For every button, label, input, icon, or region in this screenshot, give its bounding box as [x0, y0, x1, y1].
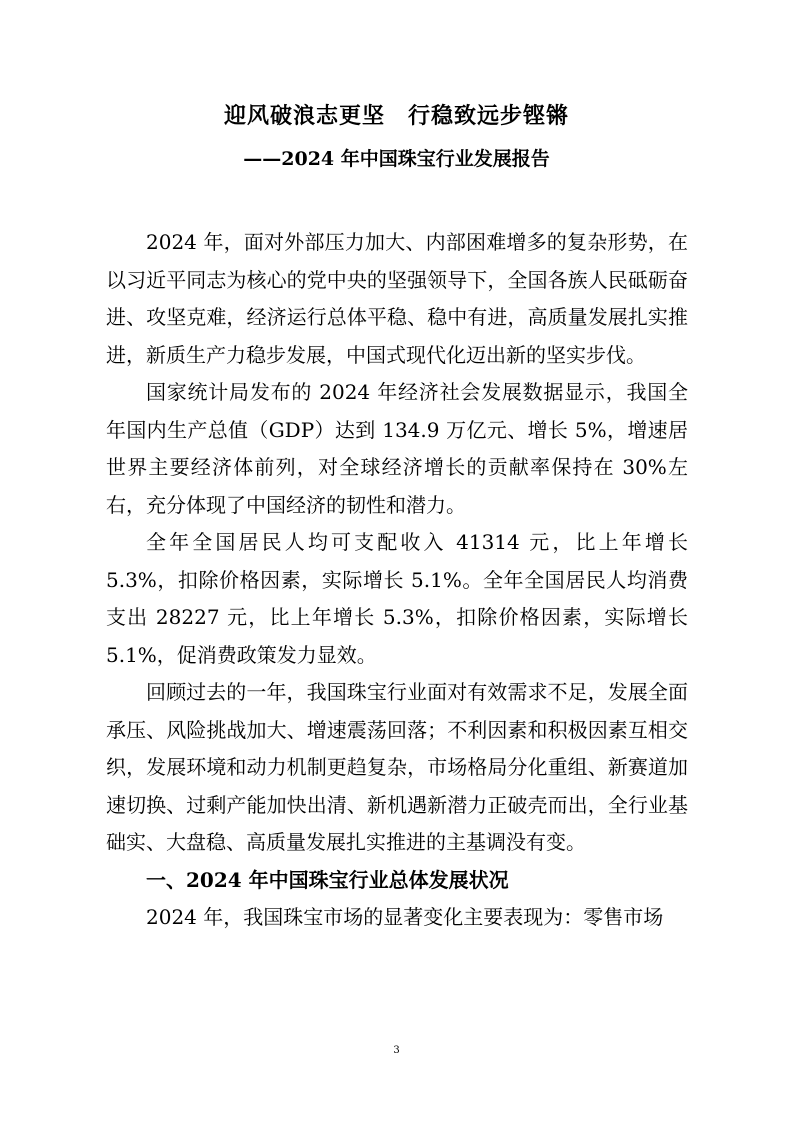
page-number: 3 [393, 1045, 400, 1056]
body-paragraph: 国家统计局发布的 2024 年经济社会发展数据显示，我国全年国内生产总值（GDP）达到 134.9 万亿元、增长 5%，增速居世界主要经济体前列，对全球经济增长的贡献率保持在 30%左右，充分体现了中国经济的韧性和潜力。 [106, 380, 688, 517]
document-title: 迎风破浪志更坚 行稳致远步铿锵 [223, 103, 569, 129]
body-paragraph: 2024 年，面对外部压力加大、内部困难增多的复杂形势，在以习近平同志为核心的党中央的坚强领导下，全国各族人民砥砺奋进、攻坚克难，经济运行总体平稳、稳中有进，高质量发展扎实推进，新质生产力稳步发展，中国式现代化迈出新的坚实步伐。 [106, 230, 688, 367]
document-subtitle: ——2024 年中国珠宝行业发展报告 [243, 148, 550, 170]
section-heading: 一、2024 年中国珠宝行业总体发展状况 [146, 867, 509, 892]
document-body [106, 224, 688, 937]
body-paragraph: 全年全国居民人均可支配收入 41314 元，比上年增长 5.3%，扣除价格因素，实际增长 5.1%。全年全国居民人均消费支出 28227 元，比上年增长 5.3%，扣除价格因素，实际增长 5.1%，促消费政策发力显效。 [106, 530, 688, 667]
section-paragraph: 2024 年，我国珠宝市场的显著变化主要表现为：零售市场 [146, 905, 664, 929]
body-paragraph: 回顾过去的一年，我国珠宝行业面对有效需求不足，发展全面承压、风险挑战加大、增速震荡回落；不利因素和积极因素互相交织，发展环境和动力机制更趋复杂，市场格局分化重组、新赛道加速切换、过剩产能加快出清、新机遇新潜力正破壳而出，全行业基础实、大盘稳、高质量发展扎实推进的主基调没有变。 [106, 680, 688, 854]
